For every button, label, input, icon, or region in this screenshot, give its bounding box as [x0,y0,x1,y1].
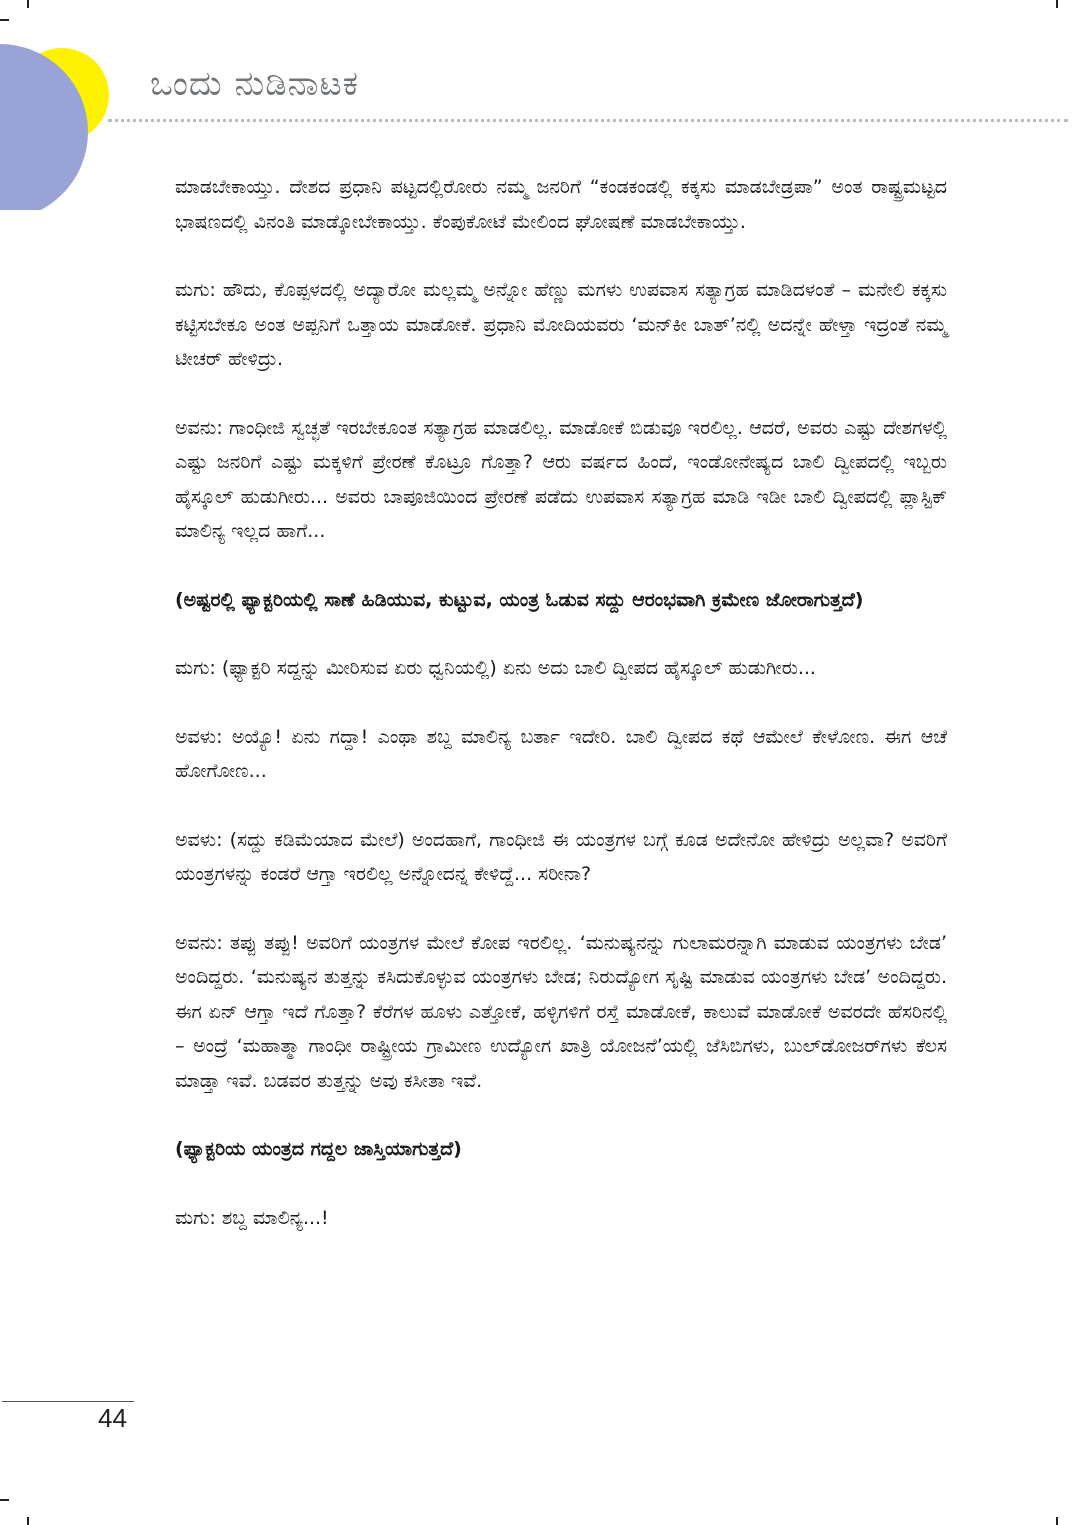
header-dotted-rule [108,119,1068,122]
paragraph: ಅವನು: ತಪ್ಪು ತಪ್ಪು! ಅವರಿಗೆ ಯಂತ್ರಗಳ ಮೇಲೆ ಕೋಪ ಇರಲಿಲ್ಲ. ‘ಮನುಷ್ಯನನ್ನು ಗುಲಾಮರನ್ನಾಗಿ ಮಾಡುವ ಯಂತ್ರಗಳು ಬೇಡ’ ಅಂದಿದ್ದರು. ‘ಮನುಷ್ಯನ ತುತ್ತನ್ನು ಕಸಿದುಕೊಳ್ಳುವ ಯಂತ್ರಗಳು ಬೇಡ; ನಿರುದ್ಯೋಗ ಸೃಷ್ಟಿ ಮಾಡುವ ಯಂತ್ರಗಳು ಬೇಡ’ ಅಂದಿದ್ದರು. ಈಗ ಏನ್ ಆಗ್ತಾ ಇದೆ ಗೊತ್ತಾ? ಕೆರೆಗಳ ಹೂಳು ಎತ್ತೋಕೆ, ಹಳ್ಳಿಗಳಿಗೆ ರಸ್ತೆ ಮಾಡೋಕೆ, ಕಾಲುವೆ ಮಾಡೋಕೆ ಅವರದೇ ಹೆಸರಿನಲ್ಲಿ – ಅಂದ್ರೆ ‘ಮಹಾತ್ಮಾ ಗಾಂಧೀ ರಾಷ್ಟ್ರೀಯ ಗ್ರಾಮೀಣ ಉದ್ಯೋಗ ಖಾತ್ರಿ ಯೋಜನೆ’ಯಲ್ಲಿ ಜೆಸಿಬಿಗಳು, ಬುಲ್‌ಡೋಜರ್‌ಗಳು ಕೆಲಸ ಮಾಡ್ತಾ ಇವೆ. ಬಡವರ ತುತ್ತನ್ನು ಅವು ಕಸೀತಾ ಇವೆ. [175,931,947,1092]
crop-mark-bottom-left [27,1517,29,1525]
page-number: 44 [98,1403,127,1433]
decorative-circles [0,0,120,210]
paragraph: ಅವಳು: ಅಯ್ಯೊ! ಏನು ಗದ್ದಾ! ಎಂಥಾ ಶಬ್ದ ಮಾಲಿನ್ಯ ಬರ್ತಾ ಇದೇರಿ. ಬಾಲಿ ದ್ವೀಪದ ಕಥೆ ಆಮೇಲೆ ಕೇಳೋಣ. ಈಗ ಆಚೆ ಹೋಗೋಣ... [175,725,947,782]
paragraph: ಮಗು: ಹೌದು, ಕೊಪ್ಪಳದಲ್ಲಿ ಅದ್ಯಾರೋ ಮಲ್ಲಮ್ಮ ಅನ್ನೋ ಹೆಣ್ಣು ಮಗಳು ಉಪವಾಸ ಸತ್ಯಾಗ್ರಹ ಮಾಡಿದಳಂತೆ – ಮನೇಲಿ ಕಕ್ಕಸು ಕಟ್ಟಿಸಬೇಕೂ ಅಂತ ಅಪ್ಪನಿಗೆ ಒತ್ತಾಯ ಮಾಡೋಕೆ. ಪ್ರಧಾನಿ ಮೋದಿಯವರು ‘ಮನ್‌ಕೀ ಬಾತ್’ನಲ್ಲಿ ಅದನ್ನೇ ಹೇಳ್ತಾ ಇದ್ರಂತೆ ನಮ್ಮ ಟೀಚರ್ ಹೇಳಿದ್ರು. [175,279,947,370]
body-text [175,170,947,1269]
crop-mark-bottom-left-h [0,1499,9,1501]
crop-mark-top-right [1056,0,1058,8]
stage-direction: (ಅಷ್ಟರಲ್ಲಿ ಫ್ಯಾಕ್ಟರಿಯಲ್ಲಿ ಸಾಣೆ ಹಿಡಿಯುವ, ಕುಟ್ಟುವ, ಯಂತ್ರ ಓಡುವ ಸದ್ದು ಆರಂಭವಾಗಿ ಕ್ರಮೇಣ ಜೋರಾಗುತ್ತದೆ) [175,588,864,611]
paragraph: ಮಗು: (ಫ್ಯಾಕ್ಟರಿ ಸದ್ದನ್ನು ಮೀರಿಸುವ ಏರು ಧ್ವನಿಯಲ್ಲಿ) ಏನು ಅದು ಬಾಲಿ ದ್ವೀಪದ ಹೈಸ್ಕೂಲ್ ಹುಡುಗೀರು... [175,657,816,679]
paragraph: ಅವನು: ಗಾಂಧೀಜಿ ಸ್ವಚ್ಛತೆ ಇರಬೇಕೂಂತ ಸತ್ಯಾಗ್ರಹ ಮಾಡಲಿಲ್ಲ. ಮಾಡೋಕೆ ಬಿಡುವೂ ಇರಲಿಲ್ಲ. ಆದರೆ, ಅವರು ಎಷ್ಟು ದೇಶಗಳಲ್ಲಿ ಎಷ್ಟು ಜನರಿಗೆ ಎಷ್ಟು ಮಕ್ಕಳಿಗೆ ಪ್ರೇರಣೆ ಕೊಟ್ರೂ ಗೊತ್ತಾ? ಆರು ವರ್ಷದ ಹಿಂದೆ, ಇಂಡೋನೇಷ್ಯದ ಬಾಲಿ ದ್ವೀಪದಲ್ಲಿ ಇಬ್ಬರು ಹೈಸ್ಕೂಲ್ ಹುಡುಗೀರು... ಅವರು ಬಾಪೂಜಿಯಿಂದ ಪ್ರೇರಣೆ ಪಡೆದು ಉಪವಾಸ ಸತ್ಯಾಗ್ರಹ ಮಾಡಿ ಇಡೀ ಬಾಲಿ ದ್ವೀಪದಲ್ಲಿ ಪ್ಲಾಸ್ಟಿಕ್ ಮಾಲಿನ್ಯ ಇಲ್ಲದ ಹಾಗೆ... [175,416,947,542]
page-header-title: ಒಂದು ನುಡಿನಾಟಕ [150,64,360,104]
crop-mark-bottom-right [1056,1517,1058,1525]
paragraph: ಮಗು: ಶಬ್ದ ಮಾಲಿನ್ಯ...! [175,1206,329,1229]
paragraph: ಮಾಡಬೇಕಾಯ್ತು. ದೇಶದ ಪ್ರಧಾನಿ ಪಟ್ಟದಲ್ಲಿರೋರು ನಮ್ಮ ಜನರಿಗೆ “ಕಂಡಕಂಡಲ್ಲಿ ಕಕ್ಕಸು ಮಾಡಬೇಡ್ರಪಾ” ಅಂತ ರಾಷ್ಟ್ರಮಟ್ಟದ ಭಾಷಣದಲ್ಲಿ ವಿನಂತಿ ಮಾಡ್ಕೋಬೇಕಾಯ್ತು. ಕೆಂಪುಕೋಟೆ ಮೇಲಿಂದ ಘೋಷಣೆ ಮಾಡಬೇಕಾಯ್ತು. [175,176,947,233]
paragraph: ಅವಳು: (ಸದ್ದು ಕಡಿಮೆಯಾದ ಮೇಲೆ) ಅಂದಹಾಗೆ, ಗಾಂಧೀಜಿ ಈ ಯಂತ್ರಗಳ ಬಗ್ಗೆ ಕೂಡ ಅದೇನೋ ಹೇಳಿದ್ರು ಅಲ್ಲವಾ? ಅವರಿಗೆ ಯಂತ್ರಗಳನ್ನು ಕಂಡರೆ ಆಗ್ತಾ ಇರಲಿಲ್ಲ ಅನ್ನೋದನ್ನ ಕೇಳಿದ್ದೆ... ಸರೀನಾ? [175,828,947,885]
stage-direction: (ಫ್ಯಾಕ್ಟರಿಯ ಯಂತ್ರದ ಗದ್ದಲ ಜಾಸ್ತಿಯಾಗುತ್ತದೆ) [175,1138,462,1160]
footer-rule [2,1401,134,1402]
